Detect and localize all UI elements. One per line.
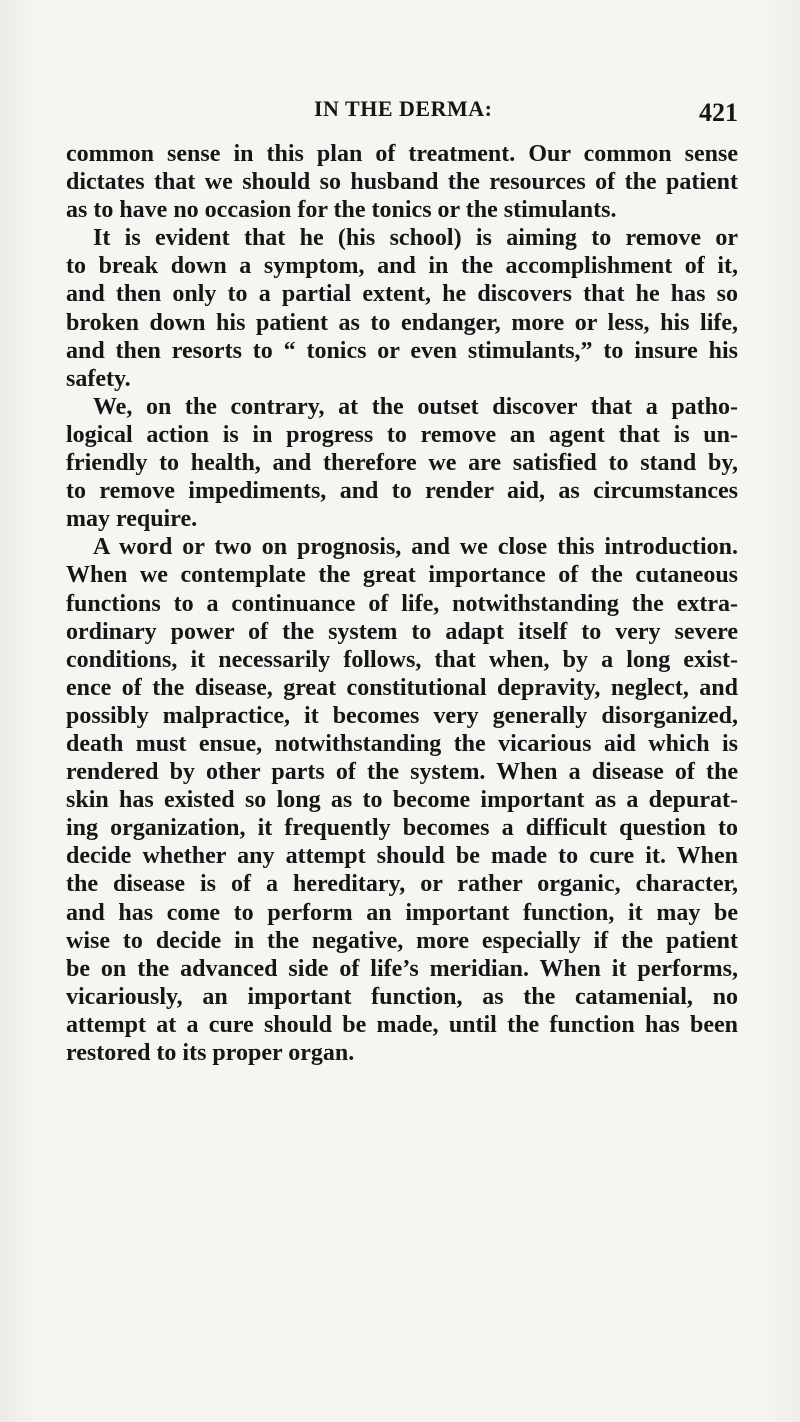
running-head	[66, 96, 738, 130]
text-line: dictates that we should so husband the resources of the patient	[66, 169, 738, 196]
paragraph-start-line: We, on the contrary, at the outset discover that a patho-	[93, 393, 738, 420]
text-line: be on the advanced side of life’s meridian. When it performs,	[66, 955, 738, 982]
text-line: ence of the disease, great constitutional depravity, neglect, and	[66, 674, 738, 701]
text-line: functions to a continuance of life, notwithstanding the extra-	[66, 590, 738, 617]
paragraph-start-line: It is evident that he (his school) is aiming to remove or	[93, 225, 738, 252]
text-line: wise to decide in the negative, more especially if the patient	[66, 927, 738, 954]
text-line: and has come to perform an important function, it may be	[66, 899, 738, 926]
text-line: ordinary power of the system to adapt itself to very severe	[66, 618, 738, 645]
text-line: and then resorts to “ tonics or even stimulants,” to insure his	[66, 337, 738, 364]
text-line: ing organization, it frequently becomes a difficult question to	[66, 815, 738, 842]
text-line: to remove impediments, and to render aid, as circumstances	[66, 478, 738, 505]
text-line: broken down his patient as to endanger, more or less, his life,	[66, 309, 738, 336]
text-line: vicariously, an important function, as the catamenial, no	[66, 983, 738, 1010]
text-line: may require.	[66, 506, 198, 533]
text-line: decide whether any attempt should be made to cure it. When	[66, 843, 738, 870]
body-text	[66, 140, 738, 1067]
text-line: friendly to health, and therefore we are satisfied to stand by,	[66, 450, 738, 477]
text-line: safety.	[66, 365, 131, 392]
text-line: and then only to a partial extent, he discovers that he has so	[66, 281, 738, 308]
text-line: conditions, it necessarily follows, that when, by a long exist-	[66, 646, 738, 673]
text-line: skin has existed so long as to become important as a depurat-	[66, 787, 738, 814]
text-line: restored to its proper organ.	[66, 1040, 355, 1066]
paragraph-start-line: A word or two on prognosis, and we close this introduction.	[93, 534, 738, 561]
text-line: to break down a symptom, and in the accomplishment of it,	[66, 253, 738, 280]
text-line: common sense in this plan of treatment. Our common sense	[66, 141, 738, 167]
text-line: rendered by other parts of the system. When a disease of the	[66, 759, 738, 786]
text-line: as to have no occasion for the tonics or the stimulants.	[66, 197, 617, 224]
text-line: When we contemplate the great importance of the cutaneous	[66, 562, 738, 589]
text-line: death must ensue, notwithstanding the vicarious aid which is	[66, 730, 738, 757]
text-line: the disease is of a hereditary, or rather organic, character,	[66, 871, 738, 898]
running-title: IN THE DERMA:	[314, 96, 493, 121]
text-line: attempt at a cure should be made, until the function has been	[66, 1011, 738, 1038]
page-number: 421	[699, 98, 738, 127]
text-line: logical action is in progress to remove an agent that is un-	[66, 421, 738, 448]
text-line: possibly malpractice, it becomes very generally disorganized,	[66, 702, 738, 729]
